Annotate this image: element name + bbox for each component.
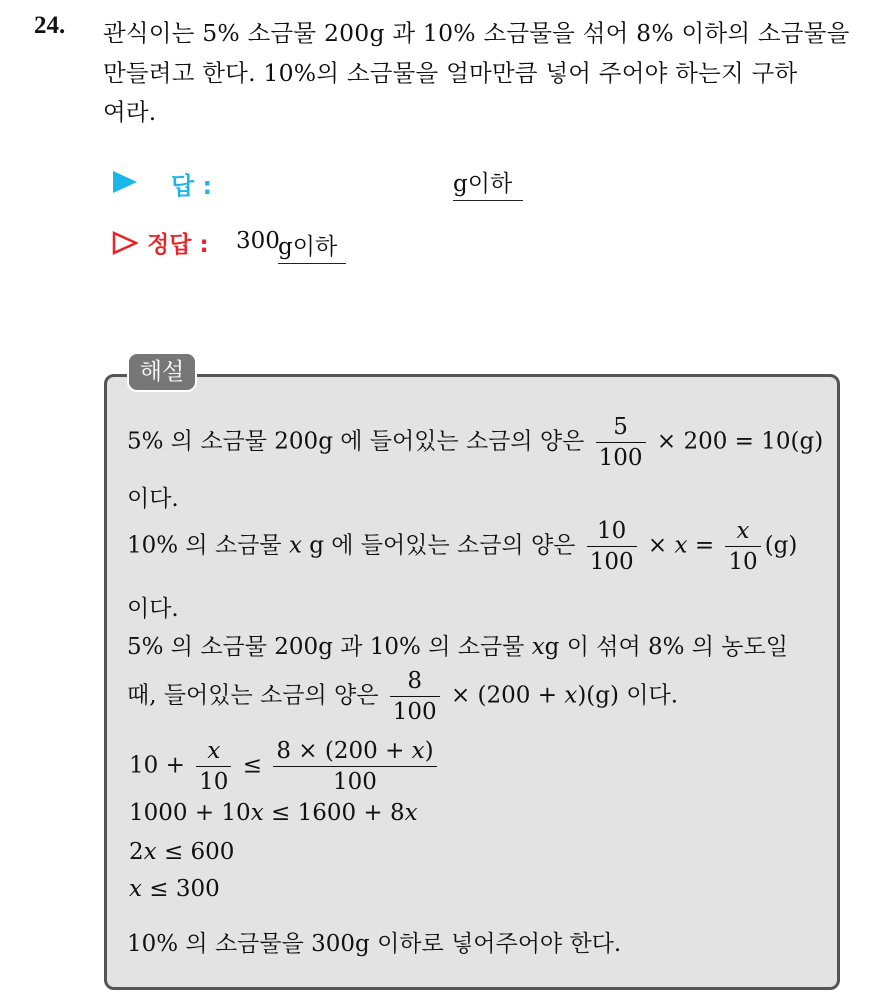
- solution-text: 5% 의 소금물 200g 과 10% 의 소금물: [127, 634, 525, 660]
- math-text: 1000 + 10: [129, 800, 251, 826]
- question-line-2: 만들려고 한다. 10%의 소금물을 얼마만큼 넣어 주어야 하는지 구하: [103, 59, 798, 87]
- fraction: [196, 738, 231, 795]
- correct-value: 300: [236, 228, 280, 254]
- fraction: [596, 414, 646, 471]
- solution-text: × 200 = 10(g): [656, 428, 824, 455]
- solution-conclusion: 10% 의 소금물을 300g 이하로 넣어주어야 한다.: [127, 931, 622, 957]
- correct-unit: g이하: [278, 228, 346, 264]
- fraction-denominator: 100: [598, 445, 643, 471]
- fraction-denominator: 100: [589, 549, 634, 575]
- solution-text: g 에 들어있는 소금의 양은: [309, 532, 576, 559]
- fraction-numerator: x: [196, 738, 231, 767]
- math-text: 8 × (200 +: [276, 738, 405, 764]
- fraction-numerator: [273, 738, 436, 767]
- fraction: [587, 518, 637, 575]
- fraction: [725, 518, 760, 575]
- solution-text: 때, 들어있는 소금의 양은: [127, 682, 379, 709]
- solution-line-4: 이다.: [127, 596, 179, 622]
- solution-text: 5% 의 소금물 200g 에 들어있는 소금의 양은: [127, 428, 585, 455]
- question-line-3: 여라.: [103, 98, 157, 126]
- math-variable: x: [411, 738, 425, 764]
- answer-unit: g이하: [453, 171, 513, 197]
- math-text: ≤ 300: [149, 876, 220, 902]
- inequality-3: [129, 839, 234, 865]
- fraction-denominator: 100: [333, 769, 377, 795]
- math-text: ): [424, 738, 434, 764]
- inequality-2: [129, 800, 418, 826]
- math-text: ≤ 1600 + 8: [271, 800, 405, 826]
- solution-text: × (200 +: [450, 682, 558, 709]
- solution-line-6: [127, 668, 678, 725]
- fraction: [273, 738, 436, 795]
- math-text: ≤ 600: [163, 839, 235, 865]
- filled-triangle-icon: [112, 170, 138, 198]
- math-variable: x: [564, 682, 578, 709]
- fraction-numerator: 5: [596, 414, 646, 443]
- fraction-denominator: 10: [728, 549, 758, 575]
- fraction-numerator: 8: [390, 668, 440, 697]
- answer-label: 답 :: [171, 172, 213, 200]
- solution-tag: 해설: [127, 352, 197, 392]
- fraction-numerator: 10: [587, 518, 637, 547]
- solution-text: (g): [764, 532, 798, 559]
- math-variable: x: [404, 800, 418, 826]
- math-variable: x: [531, 634, 545, 660]
- math-variable: x: [250, 800, 264, 826]
- inequality-4: [129, 876, 220, 902]
- fraction: [390, 668, 440, 725]
- question-number: 24.: [34, 12, 66, 39]
- math-text: 10 +: [129, 752, 185, 779]
- outline-triangle-icon: [112, 231, 138, 259]
- math-text: 2: [129, 839, 144, 865]
- question-line-1: 관식이는 5% 소금물 200g 과 10% 소금물을 섞어 8% 이하의 소금물을: [103, 19, 850, 47]
- correct-label: 정답 :: [147, 232, 209, 258]
- math-variable: x: [129, 876, 142, 902]
- solution-line-5: [127, 628, 788, 661]
- solution-text: 10% 의 소금물: [127, 532, 282, 559]
- solution-line-1: [127, 414, 823, 471]
- solution-line-2: 이다.: [127, 486, 179, 512]
- solution-text: )(g) 이다.: [577, 682, 679, 709]
- fraction-denominator: 10: [199, 769, 229, 795]
- math-operator: =: [694, 532, 715, 559]
- math-operator: ×: [647, 532, 668, 559]
- fraction-numerator: x: [725, 518, 760, 547]
- solution-line-3: [127, 518, 797, 575]
- math-variable: x: [288, 532, 302, 559]
- math-operator: ≤: [242, 752, 263, 779]
- fraction-denominator: 100: [392, 699, 437, 725]
- math-variable: x: [674, 532, 688, 559]
- inequality-1: [129, 738, 441, 795]
- answer-blank[interactable]: [453, 165, 523, 201]
- solution-text: g 이 섞여 8% 의 농도일: [544, 634, 788, 660]
- math-variable: x: [143, 839, 157, 865]
